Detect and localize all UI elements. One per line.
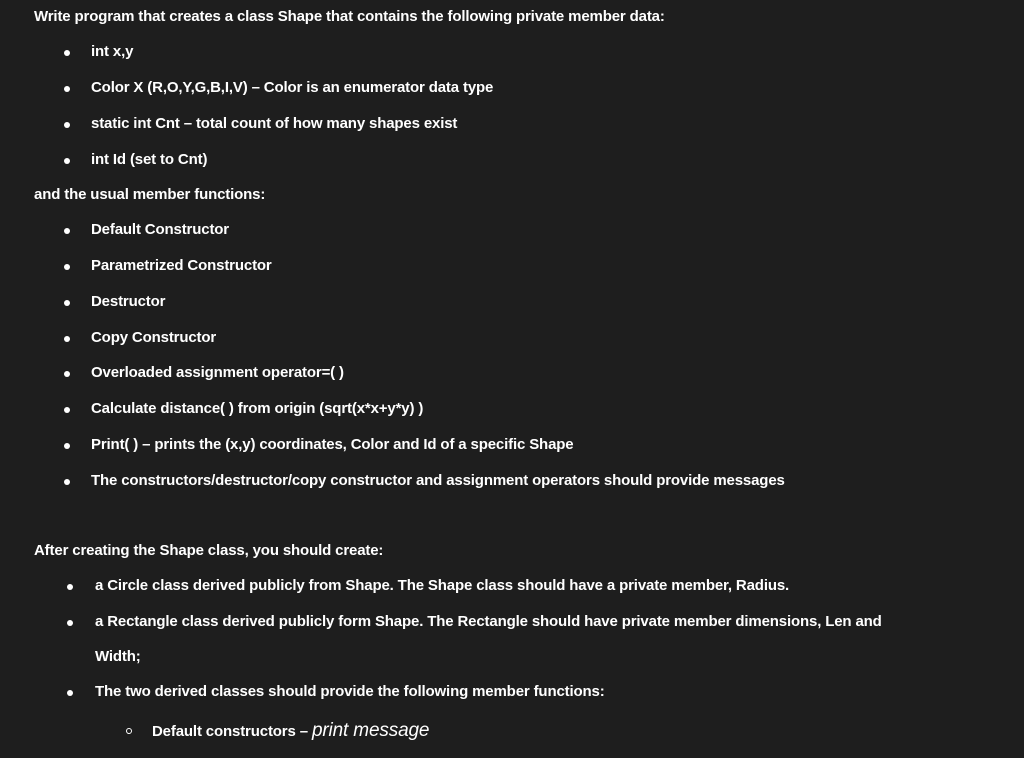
bullet-icon xyxy=(64,443,70,449)
functions-intro-text: and the usual member functions: xyxy=(34,186,266,203)
list-item: Print( ) – prints the (x,y) coordinates, Color and Id of a specific Shape xyxy=(91,436,574,453)
list-item: Color X (R,O,Y,G,B,I,V) – Color is an enumerator data type xyxy=(91,79,494,96)
bullet-icon xyxy=(64,50,70,56)
list-item: a Rectangle class derived publicly form Shape. The Rectangle should have private member dimensions, Len and xyxy=(95,613,882,630)
list-item: Parametrized Constructor xyxy=(91,257,272,274)
list-item: Calculate distance( ) from origin (sqrt(x*x+y*y) ) xyxy=(91,400,424,417)
list-item: a Circle class derived publicly from Shape. The Shape class should have a private member, Radius. xyxy=(95,577,790,594)
bullet-icon xyxy=(64,300,70,306)
circle-bullet-icon xyxy=(126,728,132,734)
sub-item-label: Default constructors – xyxy=(152,723,308,740)
bullet-icon xyxy=(64,407,70,413)
bullet-icon xyxy=(64,122,70,128)
after-intro-text: After creating the Shape class, you should create: xyxy=(34,542,384,559)
list-item: int x,y xyxy=(91,43,134,60)
sub-list-item xyxy=(152,720,429,742)
bullet-icon xyxy=(64,479,70,485)
list-item: static int Cnt – total count of how many shapes exist xyxy=(91,115,458,132)
bullet-icon xyxy=(67,690,73,696)
list-item: The constructors/destructor/copy constructor and assignment operators should provide messages xyxy=(91,472,785,489)
bullet-icon xyxy=(67,620,73,626)
list-item: Destructor xyxy=(91,293,166,310)
list-item: Overloaded assignment operator=( ) xyxy=(91,364,344,381)
bullet-icon xyxy=(64,336,70,342)
list-item: Default Constructor xyxy=(91,221,229,238)
bullet-icon xyxy=(64,158,70,164)
list-item: int Id (set to Cnt) xyxy=(91,151,208,168)
intro-text: Write program that creates a class Shape that contains the following private member data: xyxy=(34,8,665,25)
bullet-icon xyxy=(64,228,70,234)
list-item-continuation: Width; xyxy=(95,648,141,665)
list-item: The two derived classes should provide the following member functions: xyxy=(95,683,605,700)
sub-item-note: print message xyxy=(311,720,430,741)
list-item: Copy Constructor xyxy=(91,329,217,346)
bullet-icon xyxy=(64,371,70,377)
bullet-icon xyxy=(67,584,73,590)
bullet-icon xyxy=(64,264,70,270)
bullet-icon xyxy=(64,86,70,92)
